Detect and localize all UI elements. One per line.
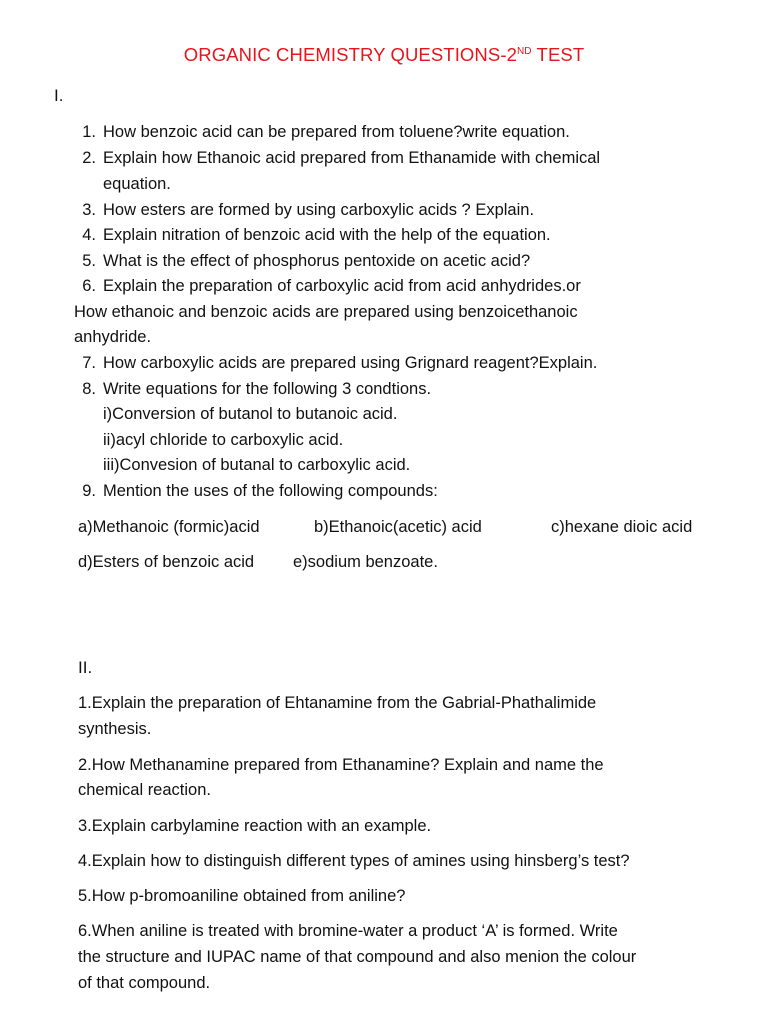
use-item-a: a)Methanoic (formic)acid: [78, 518, 260, 536]
list-item: 5.How p-bromoaniline obtained from aniline?: [78, 887, 406, 905]
use-item-c: c)hexane dioic acid: [551, 518, 693, 536]
list-item-continuation: equation.: [103, 175, 171, 193]
list-item-continuation: the structure and IUPAC name of that compound and also menion the colour: [78, 948, 637, 966]
list-item-continuation: anhydride.: [74, 328, 152, 346]
title-superscript: ND: [516, 46, 532, 57]
title-tail: TEST: [531, 44, 585, 65]
use-item-b: b)Ethanoic(acetic) acid: [314, 518, 482, 536]
list-item: 4. Explain nitration of benzoic acid with the help of the equation.: [82, 226, 551, 244]
section-heading-2: II.: [78, 658, 93, 677]
title-main: ORGANIC CHEMISTRY QUESTIONS-2: [183, 44, 517, 65]
list-item-continuation: chemical reaction.: [78, 781, 211, 799]
list-item: 6. Explain the preparation of carboxylic acid from acid anhydrides.or: [82, 277, 581, 295]
list-item: 3.Explain carbylamine reaction with an example.: [78, 817, 432, 835]
list-item: 5. What is the effect of phosphorus pentoxide on acetic acid?: [82, 252, 531, 270]
list-item: 3. How esters are formed by using carboxylic acids ? Explain.: [82, 201, 535, 219]
list-item: 8. Write equations for the following 3 condtions.: [82, 380, 432, 398]
list-item-continuation: of that compound.: [78, 974, 211, 992]
list-item: 4.Explain how to distinguish different types of amines using hinsberg’s test?: [78, 852, 630, 870]
list-item: 6.When aniline is treated with bromine-water a product ‘A’ is formed. Write: [78, 922, 618, 940]
sub-item: iii)Convesion of butanal to carboxylic acid.: [103, 456, 411, 474]
list-item-continuation: How ethanoic and benzoic acids are prepared using benzoicethanoic: [74, 303, 578, 321]
sub-item: ii)acyl chloride to carboxylic acid.: [103, 431, 344, 449]
list-item: 2. Explain how Ethanoic acid prepared from Ethanamide with chemical: [82, 149, 601, 167]
section-heading-1: I.: [54, 86, 64, 105]
use-item-e: e)sodium benzoate.: [293, 553, 438, 571]
list-item: 1.Explain the preparation of Ehtanamine from the Gabrial-Phathalimide: [78, 694, 597, 712]
list-item: 1. How benzoic acid can be prepared from toluene?write equation.: [82, 123, 570, 141]
use-item-d: d)Esters of benzoic acid: [78, 553, 255, 571]
sub-item: i)Conversion of butanol to butanoic acid.: [103, 405, 398, 423]
page-title: [0, 44, 768, 66]
list-item: 7. How carboxylic acids are prepared using Grignard reagent?Explain.: [82, 354, 598, 372]
list-item: 2.How Methanamine prepared from Ethanamine? Explain and name the: [78, 756, 604, 774]
list-item: 9. Mention the uses of the following compounds:: [82, 482, 438, 500]
list-item-continuation: synthesis.: [78, 720, 152, 738]
